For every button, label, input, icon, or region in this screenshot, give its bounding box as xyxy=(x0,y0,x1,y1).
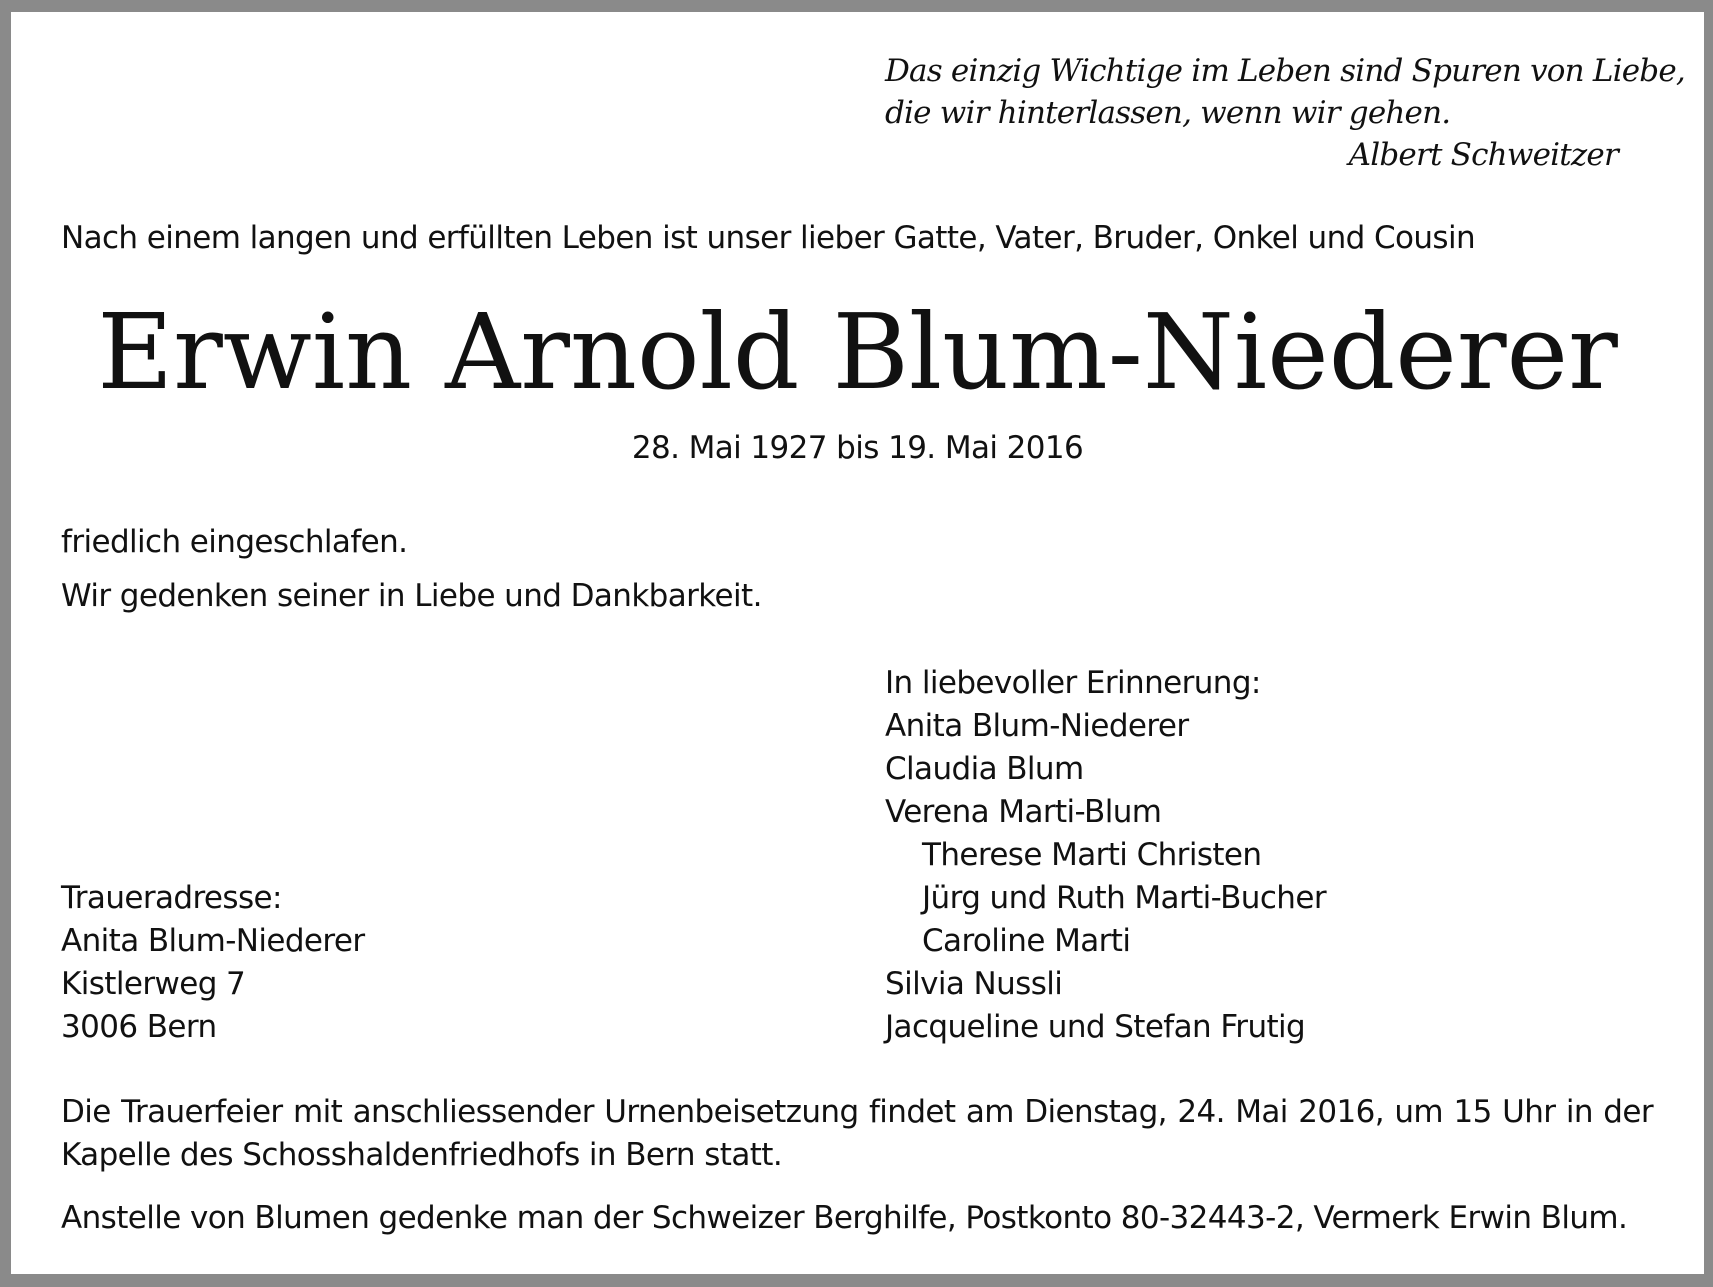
ceremony-text: Die Trauerfeier mit anschliessender Urnenbeisetzung findet am Dienstag, 24. Mai 2016, um 15 Uhr in der Kapelle des Schosshaldenfriedhofs in Bern statt. xyxy=(61,1094,1653,1173)
quote-author: Albert Schweitzer xyxy=(1348,137,1618,173)
intro-text: Nach einem langen und erfüllten Leben ist unser lieber Gatte, Vater, Bruder, Onkel und Cousin xyxy=(61,220,1476,256)
family-member: Verena Marti-Blum xyxy=(885,794,1162,830)
address-city: 3006 Bern xyxy=(61,1009,217,1045)
quote-line-2: die wir hinterlassen, wenn wir gehen. xyxy=(885,95,1451,131)
family-member: Anita Blum-Niederer xyxy=(885,708,1189,744)
address-name: Anita Blum-Niederer xyxy=(61,923,365,959)
passing-text: friedlich eingeschlafen. xyxy=(61,524,408,560)
family-heading: In liebevoller Erinnerung: xyxy=(885,665,1261,701)
mourning-address xyxy=(61,877,365,1049)
remembrance-text: Wir gedenken seiner in Liebe und Dankbarkeit. xyxy=(61,578,762,614)
address-heading: Traueradresse: xyxy=(61,880,282,916)
family-list xyxy=(885,662,1326,1049)
obituary-page xyxy=(11,12,1704,1274)
family-member: Jacqueline und Stefan Frutig xyxy=(885,1009,1306,1045)
family-member: Silvia Nussli xyxy=(885,966,1063,1002)
address-lines xyxy=(61,877,365,1049)
family-member: Therese Marti Christen xyxy=(922,837,1262,873)
quote-line-1: Das einzig Wichtige im Leben sind Spuren von Liebe, xyxy=(885,53,1685,89)
family-member: Claudia Blum xyxy=(885,751,1084,787)
family-member: Caroline Marti xyxy=(922,923,1131,959)
life-dates: 28. Mai 1927 bis 19. Mai 2016 xyxy=(631,430,1084,466)
deceased-name: Erwin Arnold Blum-Niederer xyxy=(97,291,1618,413)
family-member: Jürg und Ruth Marti-Bucher xyxy=(922,880,1326,916)
donation-text: Anstelle von Blumen gedenke man der Schweizer Berghilfe, Postkonto 80-32443-2, Vermerk Erwin Blum. xyxy=(61,1200,1628,1236)
address-street: Kistlerweg 7 xyxy=(61,966,246,1002)
family-block xyxy=(885,662,1326,1049)
quote-block xyxy=(885,50,1685,176)
